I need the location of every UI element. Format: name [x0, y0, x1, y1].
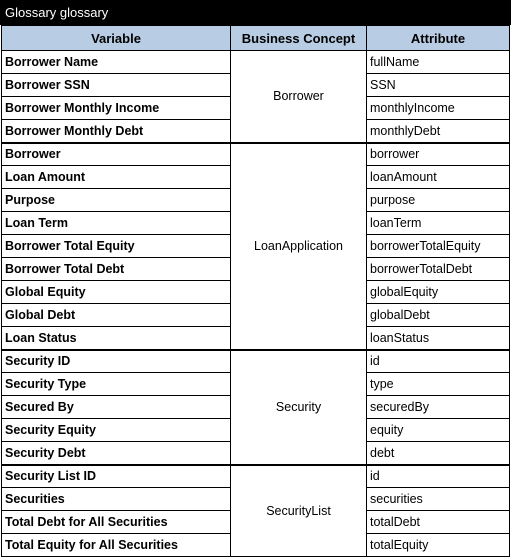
business-concept-cell: LoanApplication	[231, 143, 367, 350]
variable-cell: Total Equity for All Securities	[2, 534, 231, 557]
attribute-cell: monthlyIncome	[367, 97, 510, 120]
attribute-cell: debt	[367, 442, 510, 465]
variable-cell: Borrower Total Debt	[2, 258, 231, 281]
business-concept-cell: Security	[231, 350, 367, 465]
table-row	[2, 51, 510, 74]
attribute-cell: borrower	[367, 143, 510, 166]
variable-cell: Borrower Name	[2, 51, 231, 74]
business-concept-cell: SecurityList	[231, 465, 367, 557]
attribute-cell: type	[367, 373, 510, 396]
table-row	[2, 465, 510, 488]
variable-cell: Security Equity	[2, 419, 231, 442]
attribute-cell: id	[367, 350, 510, 373]
attribute-cell: loanStatus	[367, 327, 510, 350]
business-concept-cell: Borrower	[231, 51, 367, 143]
variable-cell: Secured By	[2, 396, 231, 419]
sheet-title: Glossary glossary	[0, 0, 511, 25]
attribute-cell: equity	[367, 419, 510, 442]
attribute-cell: globalDebt	[367, 304, 510, 327]
attribute-cell: borrowerTotalEquity	[367, 235, 510, 258]
header-row	[2, 26, 510, 51]
header-variable: Variable	[2, 26, 231, 51]
variable-cell: Borrower Total Equity	[2, 235, 231, 258]
table-row	[2, 350, 510, 373]
header-attribute: Attribute	[367, 26, 510, 51]
variable-cell: Borrower Monthly Debt	[2, 120, 231, 143]
attribute-cell: monthlyDebt	[367, 120, 510, 143]
attribute-cell: globalEquity	[367, 281, 510, 304]
variable-cell: Security Type	[2, 373, 231, 396]
attribute-cell: loanTerm	[367, 212, 510, 235]
variable-cell: Purpose	[2, 189, 231, 212]
attribute-cell: SSN	[367, 74, 510, 97]
variable-cell: Borrower Monthly Income	[2, 97, 231, 120]
variable-cell: Security Debt	[2, 442, 231, 465]
variable-cell: Borrower	[2, 143, 231, 166]
attribute-cell: borrowerTotalDebt	[367, 258, 510, 281]
header-business-concept: Business Concept	[231, 26, 367, 51]
attribute-cell: securedBy	[367, 396, 510, 419]
variable-cell: Loan Amount	[2, 166, 231, 189]
attribute-cell: securities	[367, 488, 510, 511]
variable-cell: Total Debt for All Securities	[2, 511, 231, 534]
attribute-cell: totalDebt	[367, 511, 510, 534]
variable-cell: Global Debt	[2, 304, 231, 327]
glossary-table	[1, 25, 510, 557]
variable-cell: Loan Term	[2, 212, 231, 235]
attribute-cell: totalEquity	[367, 534, 510, 557]
variable-cell: Security List ID	[2, 465, 231, 488]
attribute-cell: purpose	[367, 189, 510, 212]
attribute-cell: fullName	[367, 51, 510, 74]
variable-cell: Securities	[2, 488, 231, 511]
variable-cell: Security ID	[2, 350, 231, 373]
glossary-body	[2, 51, 510, 557]
attribute-cell: loanAmount	[367, 166, 510, 189]
table-row	[2, 143, 510, 166]
variable-cell: Global Equity	[2, 281, 231, 304]
attribute-cell: id	[367, 465, 510, 488]
variable-cell: Borrower SSN	[2, 74, 231, 97]
variable-cell: Loan Status	[2, 327, 231, 350]
